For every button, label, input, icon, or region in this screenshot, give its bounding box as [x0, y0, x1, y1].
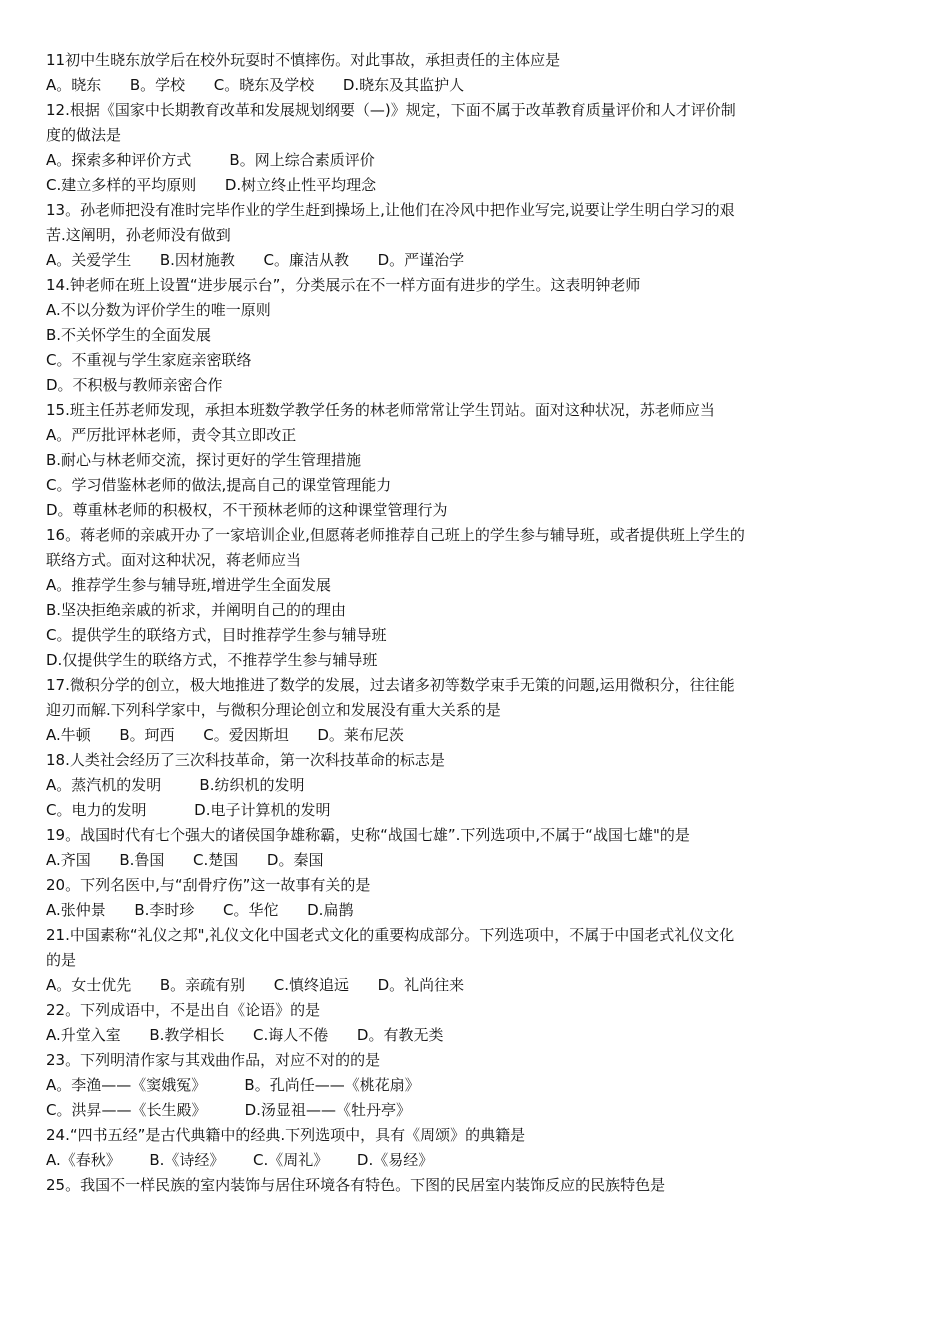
text-line: A。女士优先 B。亲疏有别 C.慎终追远 D。礼尚往来: [46, 976, 465, 994]
text-line: 15.班主任苏老师发现，承担本班数学教学任务的林老师常常让学生罚站。面对这种状况，苏老师应当: [46, 401, 715, 419]
text-line: A.齐国 B.鲁国 C.楚国 D。秦国: [46, 851, 324, 869]
text-line: A。严厉批评林老师，责令其立即改正: [46, 426, 297, 444]
text-line: 18.人类社会经历了三次科技革命，第一次科技革命的标志是: [46, 751, 445, 769]
text-line: A。蒸汽机的发明 B.纺织机的发明: [46, 776, 305, 794]
text-line: 迎刃而解.下列科学家中，与微积分理论创立和发展没有重大关系的是: [46, 701, 501, 719]
text-line: 24.“四书五经”是古代典籍中的经典.下列选项中，具有《周颂》的典籍是: [46, 1126, 526, 1144]
text-line: A。探索多种评价方式 B。网上综合素质评价: [46, 151, 375, 169]
text-line: 13。孙老师把没有准时完毕作业的学生赶到操场上,让他们在冷风中把作业写完,说要让学生明白学习的艰: [46, 201, 735, 219]
text-line: 的是: [46, 951, 77, 969]
text-line: A。关爱学生 B.因材施教 C。廉洁从教 D。严谨治学: [46, 251, 465, 269]
text-line: C。不重视与学生家庭亲密联络: [46, 351, 252, 369]
text-line: A.不以分数为评价学生的唯一原则: [46, 301, 271, 319]
text-line: 19。战国时代有七个强大的诸侯国争雄称霸，史称“战国七雄”.下列选项中,不属于“战国七雄"的是: [46, 826, 690, 844]
text-line: A。李渔——《窦娥冤》 B。孔尚任——《桃花扇》: [46, 1076, 420, 1094]
text-line: 20。下列名医中,与“刮骨疗伤”这一故事有关的是: [46, 876, 371, 894]
text-line: D。尊重林老师的积极权，不干预林老师的这种课堂管理行为: [46, 501, 448, 519]
text-line: A。晓东 B。学校 C。晓东及学校 D.晓东及其监护人: [46, 76, 465, 94]
text-line: 21.中国素称“礼仪之邦",礼仪文化中国老式文化的重要构成部分。下列选项中，不属于中国老式礼仪文化: [46, 926, 735, 944]
text-line: C。电力的发明 D.电子计算机的发明: [46, 801, 331, 819]
text-line: 23。下列明清作家与其戏曲作品，对应不对的的是: [46, 1051, 381, 1069]
text-line: D。不积极与教师亲密合作: [46, 376, 223, 394]
text-line: 17.微积分学的创立，极大地推进了数学的发展，过去诸多初等数学束手无策的问题,运用微积分，往往能: [46, 676, 735, 694]
text-line: 联络方式。面对这种状况，蒋老师应当: [46, 551, 302, 569]
text-line: 16。蒋老师的亲戚开办了一家培训企业,但愿蒋老师推荐自己班上的学生参与辅导班，或者提供班上学生的: [46, 526, 745, 544]
text-line: 度的做法是: [46, 126, 122, 144]
text-line: 22。下列成语中，不是出自《论语》的是: [46, 1001, 321, 1019]
text-line: 25。我国不一样民族的室内装饰与居住环境各有特色。下图的民居室内装饰反应的民族特色是: [46, 1176, 666, 1194]
text-line: 14.钟老师在班上设置“进步展示台”，分类展示在不一样方面有进步的学生。这表明钟老师: [46, 276, 641, 294]
text-line: C。学习借鉴林老师的做法,提高自己的课堂管理能力: [46, 476, 392, 494]
text-line: C。洪昇——《长生殿》 D.汤显祖——《牡丹亭》: [46, 1101, 411, 1119]
text-line: A.张仲景 B.李时珍 C。华佗 D.扁鹊: [46, 901, 354, 919]
text-line: B.坚决拒绝亲戚的祈求，并阐明自己的的理由: [46, 601, 347, 619]
text-line: A。推荐学生参与辅导班,增进学生全面发展: [46, 576, 332, 594]
text-line: A.《春秋》 B.《诗经》 C.《周礼》 D.《易经》: [46, 1151, 434, 1169]
text-line: A.牛顿 B。珂西 C。爱因斯坦 D。莱布尼茨: [46, 726, 404, 744]
text-line: 12.根据《国家中长期教育改革和发展规划纲要（—)》规定，下面不属于改革教育质量评价和人才评价制: [46, 101, 736, 119]
text-line: B.不关怀学生的全面发展: [46, 326, 212, 344]
text-line: C。提供学生的联络方式，目时推荐学生参与辅导班: [46, 626, 387, 644]
text-line: B.耐心与林老师交流，探讨更好的学生管理措施: [46, 451, 362, 469]
text-line: C.建立多样的平均原则 D.树立终止性平均理念: [46, 176, 377, 194]
text-line: 苦.这阐明，孙老师没有做到: [46, 226, 231, 244]
text-line: A.升堂入室 B.教学相长 C.诲人不倦 D。有教无类: [46, 1026, 444, 1044]
text-line: D.仅提供学生的联络方式，不推荐学生参与辅导班: [46, 651, 378, 669]
text-line: 11初中生晓东放学后在校外玩耍时不慎摔伤。对此事故，承担责任的主体应是: [46, 51, 561, 69]
